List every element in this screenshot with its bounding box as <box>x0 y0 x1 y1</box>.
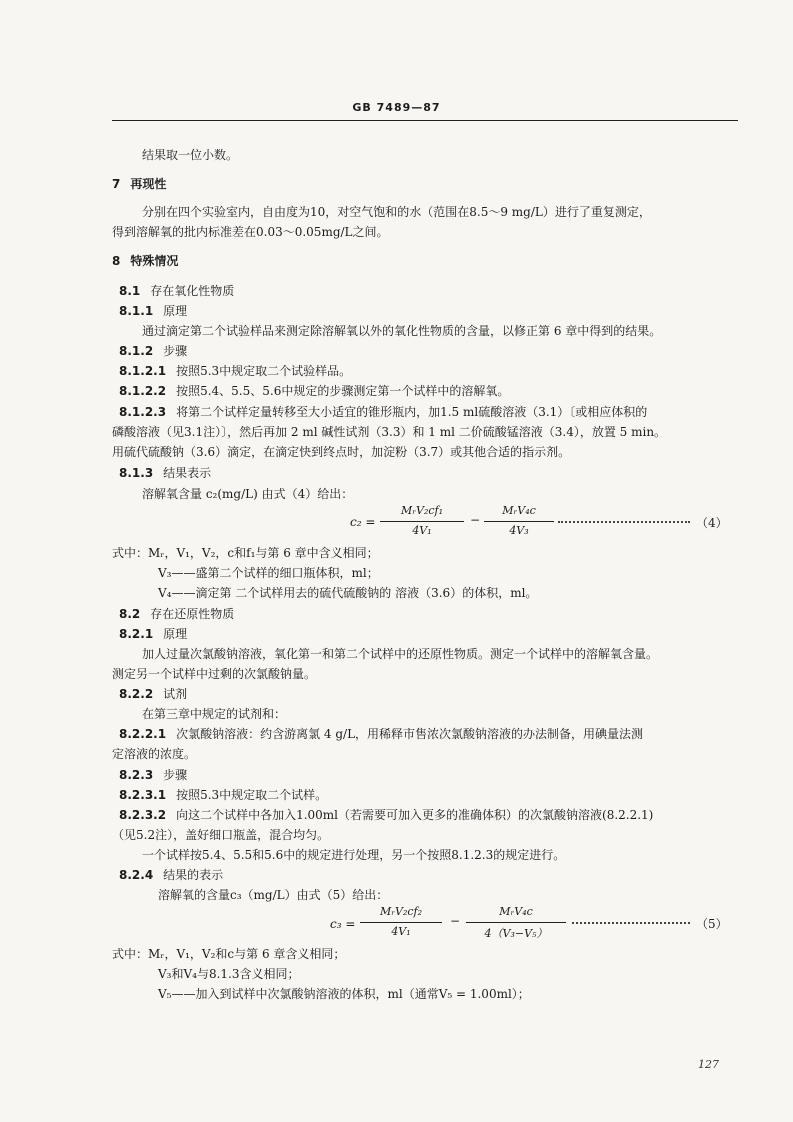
clause-8-2-3-2 <box>119 807 653 823</box>
section-heading-8 <box>112 253 178 269</box>
text-line: V₅——加入到试样中次氯酸钠溶液的体积，ml（通常V₅ = 1.00ml）； <box>158 987 530 1001</box>
text-line: 定溶液的浓度。 <box>112 747 197 761</box>
section-number: 8.1.2.2 <box>119 384 167 398</box>
fraction-numerator: MᵣV₄c <box>502 504 536 517</box>
section-title: 结果的表示 <box>163 868 224 882</box>
text-line: 测定另一个试样中过剩的次氯酸钠量。 <box>112 667 317 681</box>
equation-lhs: c₃ = <box>330 917 356 931</box>
text-line: 分别在四个实验室内，自由度为10，对空气饱和的水（范围在8.5～9 mg/L）进行了重复测定， <box>142 205 651 219</box>
minus-sign: − <box>470 513 481 527</box>
section-title: 存在还原性物质 <box>150 607 235 621</box>
clause-text: 向这二个试样中各加入1.00ml（若需要可加入更多的准确体积）的次氯酸钠溶液(8.2.2.1) <box>176 808 654 822</box>
fraction-denominator: 4V₁ <box>391 925 411 938</box>
text-line: 在第三章中规定的试剂和： <box>142 707 287 721</box>
text-line: 通过滴定第二个试验样品来测定除溶解氧以外的氧化性物质的含量，以修正第 6 章中得到的结果。 <box>142 324 662 338</box>
section-title: 再现性 <box>130 177 167 191</box>
text-line: V₄——滴定第 二个试样用去的硫代硫酸钠的 溶液（3.6）的体积，ml。 <box>158 586 538 600</box>
section-number: 8.2.3.1 <box>119 788 167 802</box>
section-title: 特殊情况 <box>130 254 179 268</box>
clause-8-1-2-1 <box>119 363 351 379</box>
subsection-heading-8-2 <box>119 606 234 622</box>
clause-text: 按照5.3中规定取二个试验样品。 <box>176 364 352 378</box>
dot-leader <box>572 922 690 924</box>
section-number: 8.2.4 <box>119 868 154 882</box>
subsection-heading-8-1-2 <box>119 343 187 359</box>
section-title: 存在氧化性物质 <box>150 284 235 298</box>
section-title: 原理 <box>163 627 188 641</box>
clause-text: 按照5.4、5.5、5.6中规定的步骤测定第一个试样中的溶解氧。 <box>176 384 510 398</box>
section-number: 8.1.2 <box>119 344 154 358</box>
subsection-heading-8-1-1 <box>119 303 187 319</box>
text-line: V₃——盛第二个试样的细口瓶体积，ml； <box>158 566 379 580</box>
section-number: 8.1.3 <box>119 466 154 480</box>
fraction-bar <box>380 521 464 522</box>
subsection-heading-8-1 <box>119 283 234 299</box>
fraction-denominator: 4（V₃−V₅） <box>484 927 548 940</box>
text-line: V₃和V₄与8.1.3含义相同； <box>158 967 300 981</box>
section-number: 8 <box>112 254 121 268</box>
fraction-bar <box>466 922 566 923</box>
text-line: 式中：Mᵣ，V₁，V₂，c和f₁与第 6 章中含义相同； <box>112 546 379 560</box>
subsection-heading-8-2-4 <box>119 867 223 883</box>
subsection-heading-8-2-3 <box>119 767 187 783</box>
text-line: 用硫代硫酸钠（3.6）滴定，在滴定快到终点时，加淀粉（3.7）或其他合适的指示剂。 <box>112 445 571 459</box>
section-number: 8.2.3.2 <box>119 808 167 822</box>
text-line: （见5.2注），盖好细口瓶盖，混合均匀。 <box>112 828 330 842</box>
page-header: GB 7489—87 <box>352 101 441 114</box>
fraction-numerator: MᵣV₂cf₁ <box>400 504 444 517</box>
equation-number: （5） <box>696 917 728 931</box>
section-title: 结果表示 <box>163 466 212 480</box>
section-title: 步骤 <box>163 768 188 782</box>
clause-text: 将第二个试样定量转移至大小适宜的锥形瓶内，加1.5 ml硫酸溶液（3.1）〔或相应体积的 <box>176 405 648 419</box>
minus-sign: − <box>450 914 461 928</box>
clause-8-2-2-1 <box>119 726 643 742</box>
text-line: 溶解氧的含量c₃（mg/L）由式（5）给出： <box>158 888 389 902</box>
page-number: 127 <box>698 1058 719 1071</box>
fraction-bar <box>484 521 554 522</box>
section-number: 8.2.2 <box>119 687 154 701</box>
text-line: 加人过量次氯酸钠溶液，氧化第一和第二个试样中的还原性物质。测定一个试样中的溶解氧含量。 <box>142 647 659 661</box>
clause-text: 次氯酸钠溶液：约含游离氯 4 g/L，用稀释市售浓次氯酸钠溶液的办法制备，用碘量法测 <box>176 727 644 741</box>
fraction-numerator: MᵣV₂cf₂ <box>379 905 423 918</box>
clause-text: 按照5.3中规定取二个试样。 <box>176 788 328 802</box>
text-line: 一个试样按5.4、5.5和5.6中的规定进行处理，另一个按照8.1.2.3的规定进行。 <box>142 848 566 862</box>
section-number: 8.2.3 <box>119 768 154 782</box>
section-number: 8.2 <box>119 607 141 621</box>
fraction-bar <box>360 922 442 923</box>
dot-leader <box>558 521 690 523</box>
section-title: 试剂 <box>163 687 188 701</box>
section-heading-7 <box>112 176 166 192</box>
section-number: 8.1 <box>119 284 141 298</box>
clause-8-2-3-1 <box>119 787 327 803</box>
fraction-denominator: 4V₁ <box>412 524 432 537</box>
clause-8-1-2-2 <box>119 383 509 399</box>
section-number: 7 <box>112 177 121 191</box>
section-title: 步骤 <box>163 344 188 358</box>
fraction-numerator: MᵣV₄c <box>499 905 533 918</box>
section-title: 原理 <box>163 304 188 318</box>
clause-8-1-2-3 <box>119 404 647 420</box>
subsection-heading-8-2-2 <box>119 686 187 702</box>
section-number: 8.1.1 <box>119 304 154 318</box>
subsection-heading-8-1-3 <box>119 465 211 481</box>
equation-lhs: c₂ = <box>350 515 376 529</box>
text-line: 磷酸溶液（见3.1注）〕，然后再加 2 ml 碱性试剂（3.3）和 1 ml 二价硫酸锰溶液（3.4），放置 5 min。 <box>112 425 667 439</box>
subsection-heading-8-2-1 <box>119 626 187 642</box>
text-line: 式中：Mᵣ，V₁，V₂和c与第 6 章含义相同； <box>112 947 346 961</box>
text-line: 得到溶解氧的批内标准差在0.03～0.05mg/L之间。 <box>112 225 389 239</box>
section-number: 8.2.1 <box>119 627 154 641</box>
text-line: 溶解氧含量 c₂(mg/L) 由式（4）给出： <box>142 487 354 501</box>
section-number: 8.1.2.3 <box>119 405 167 419</box>
fraction-denominator: 4V₃ <box>509 524 529 537</box>
section-number: 8.1.2.1 <box>119 364 167 378</box>
text-line: 结果取一位小数。 <box>142 148 239 162</box>
header-rule <box>112 120 738 121</box>
equation-number: （4） <box>696 516 728 530</box>
section-number: 8.2.2.1 <box>119 727 167 741</box>
